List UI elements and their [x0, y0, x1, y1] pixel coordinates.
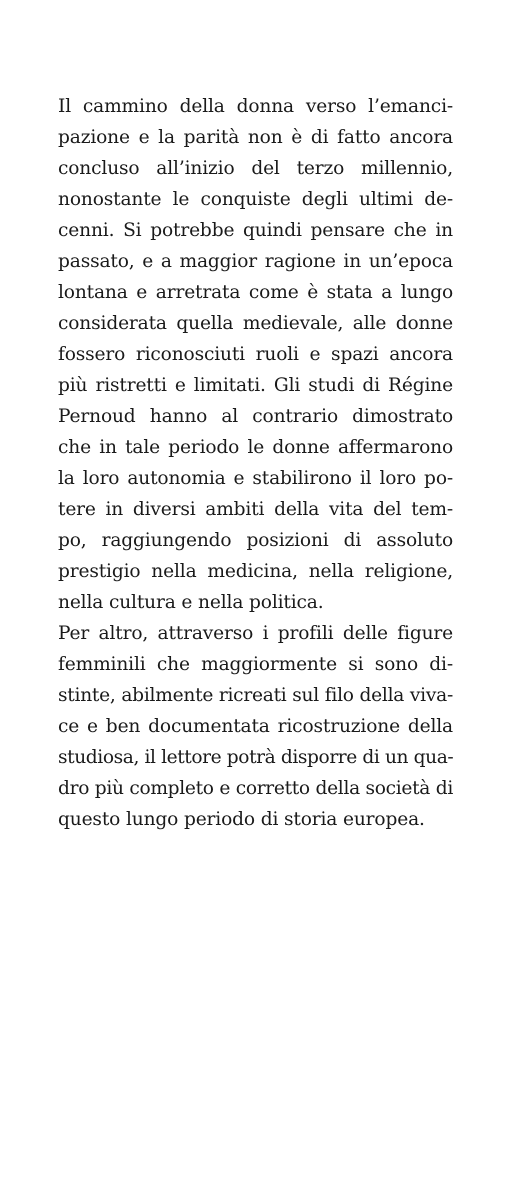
text-line: nonostante le conquiste degli ultimi de-	[58, 189, 453, 210]
text-line: dro più completo e corretto della società di	[58, 778, 453, 799]
text-line: Pernoud hanno al contrario dimostrato	[58, 406, 453, 427]
text-line: lontana e arretrata come è stata a lungo	[58, 282, 453, 303]
text-line: prestigio nella medicina, nella religione,	[58, 561, 453, 582]
text-line: più ristretti e limitati. Gli studi di Régine	[58, 375, 453, 396]
text-line: passato, e a maggior ragione in un’epoca	[58, 251, 453, 272]
text-line: pazione e la parità non è di fatto ancora	[58, 127, 453, 148]
text-line: Per altro, attraverso i profili delle figure	[58, 623, 453, 644]
text-line: che in tale periodo le donne affermarono	[58, 437, 453, 458]
text-line: considerata quella medievale, alle donne	[58, 313, 453, 334]
text-line: studiosa, il lettore potrà disporre di un qua-	[58, 747, 454, 768]
text-line: stinte, abilmente ricreati sul filo della viva-	[58, 685, 453, 706]
text-line: ce e ben documentata ricostruzione della	[58, 716, 453, 737]
text-line: concluso all’inizio del terzo millennio,	[58, 158, 453, 179]
text-line-paragraph-end: questo lungo periodo di storia europea.	[58, 809, 425, 830]
text-line: Il cammino della donna verso l’emanci-	[58, 96, 453, 117]
text-line: la loro autonomia e stabilirono il loro po-	[58, 468, 453, 489]
text-line: fossero riconosciuti ruoli e spazi ancora	[58, 344, 453, 365]
text-line: tere in diversi ambiti della vita del tem-	[58, 499, 453, 520]
text-line: femminili che maggiormente si sono di-	[58, 654, 453, 675]
text-line: cenni. Si potrebbe quindi pensare che in	[58, 220, 453, 241]
text-line: po, raggiungendo posizioni di assoluto	[58, 530, 453, 551]
body-text	[58, 91, 453, 835]
text-line-paragraph-end: nella cultura e nella politica.	[58, 592, 324, 613]
